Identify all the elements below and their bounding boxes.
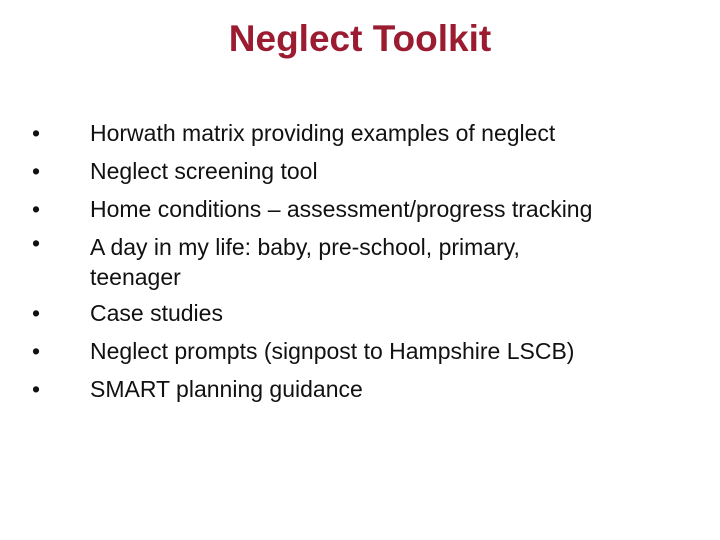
list-item [31, 114, 684, 152]
bullet-dot-icon: • [31, 158, 41, 184]
bullet-text: A day in my life: baby, pre-school, primary, teenager [90, 234, 520, 290]
bullet-text: Case studies [90, 300, 223, 326]
bullet-text: Neglect prompts (signpost to Hampshire LSCB) [90, 338, 575, 364]
list-item [31, 152, 684, 190]
bullet-text: Neglect screening tool [90, 158, 318, 184]
bullet-dot-icon: • [31, 230, 41, 256]
bullet-list [31, 114, 684, 408]
bullet-text: SMART planning guidance [90, 376, 363, 402]
list-item [31, 294, 684, 332]
list-item [31, 332, 684, 370]
slide-title: Neglect Toolkit [228, 18, 492, 59]
bullet-text: Horwath matrix providing examples of neglect [90, 120, 556, 146]
bullet-dot-icon: • [31, 300, 41, 326]
bullet-text: Home conditions – assessment/progress tracking [90, 196, 593, 222]
bullet-dot-icon: • [31, 338, 41, 364]
bullet-dot-icon: • [31, 120, 41, 146]
list-item [31, 370, 684, 408]
list-item [31, 228, 684, 294]
bullet-dot-icon: • [31, 196, 41, 222]
bullet-dot-icon: • [31, 376, 41, 402]
list-item [31, 190, 684, 228]
